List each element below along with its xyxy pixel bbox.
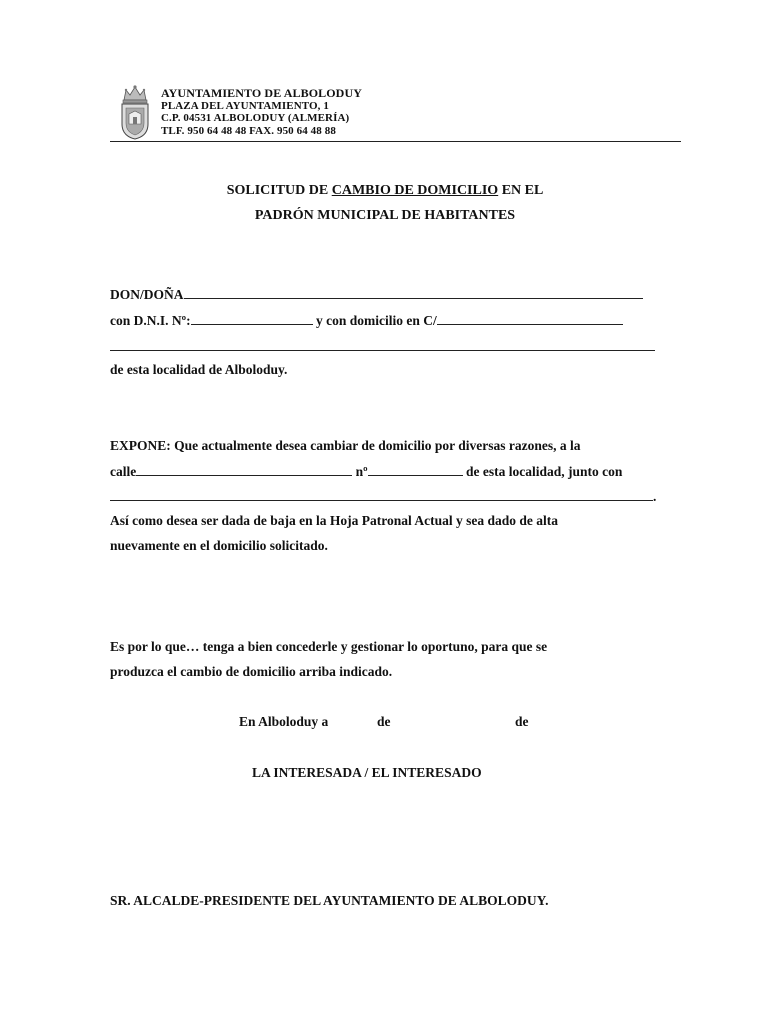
letterhead bbox=[161, 87, 362, 137]
porlo-line2: produzca el cambio de domicilio arriba indicado. bbox=[110, 664, 393, 679]
junto-continuation-line bbox=[110, 488, 656, 505]
dni-field[interactable] bbox=[191, 312, 313, 325]
municipal-crest-icon bbox=[118, 84, 152, 140]
signature-label: LA INTERESADA / EL INTERESADO bbox=[252, 765, 482, 780]
title-part1: SOLICITUD DE bbox=[226, 183, 332, 198]
junto-period: . bbox=[653, 489, 657, 504]
fecha-de-year: de bbox=[515, 714, 529, 729]
fecha-prefix: En Alboloduy a bbox=[239, 714, 329, 729]
dni-label: con D.N.I. Nº: bbox=[110, 313, 191, 328]
new-street-field[interactable] bbox=[136, 463, 352, 476]
companions-field[interactable] bbox=[110, 488, 653, 501]
address-continuation-field[interactable] bbox=[110, 350, 655, 351]
dni-line bbox=[110, 312, 623, 329]
document-title-line2: PADRÓN MUNICIPAL DE HABITANTES bbox=[254, 208, 516, 223]
numero-label: nº bbox=[352, 464, 368, 479]
letterhead-phone: TLF. 950 64 48 48 FAX. 950 64 48 88 bbox=[161, 124, 336, 137]
baja-line1: Así como desea ser dada de baja en la Hoja Patronal Actual y sea dado de alta bbox=[110, 513, 559, 528]
document-title-line1 bbox=[0, 183, 770, 199]
localidad-line: de esta localidad de Alboloduy. bbox=[110, 362, 288, 377]
new-number-field[interactable] bbox=[368, 463, 463, 476]
letterhead-org: AYUNTAMIENTO DE ALBOLODUY bbox=[161, 86, 362, 100]
addressee: SR. ALCALDE-PRESIDENTE DEL AYUNTAMIENTO DE ALBOLODUY. bbox=[110, 893, 549, 908]
letterhead-divider bbox=[110, 141, 681, 142]
street-field[interactable] bbox=[437, 312, 623, 325]
don-line bbox=[110, 286, 643, 303]
calle-line bbox=[110, 463, 622, 480]
don-label: DON/DOÑA bbox=[110, 287, 184, 302]
letterhead-postal: C.P. 04531 ALBOLODUY (ALMERÍA) bbox=[161, 112, 350, 124]
title-underlined: CAMBIO DE DOMICILIO bbox=[331, 183, 499, 198]
expone-line1: EXPONE: Que actualmente desea cambiar de domicilio por diversas razones, a la bbox=[110, 438, 581, 453]
domicilio-label: y con domicilio en C/ bbox=[312, 313, 437, 328]
porlo-line1: Es por lo que… tenga a bien concederle y gestionar lo oportuno, para que se bbox=[110, 639, 548, 654]
letterhead-address: PLAZA DEL AYUNTAMIENTO, 1 bbox=[161, 99, 329, 112]
baja-line2: nuevamente en el domicilio solicitado. bbox=[110, 538, 328, 553]
fecha-de-month: de bbox=[377, 714, 391, 729]
junto-label: de esta localidad, junto con bbox=[462, 464, 623, 479]
calle-label: calle bbox=[110, 464, 137, 479]
name-field[interactable] bbox=[184, 286, 643, 299]
title-part2: EN EL bbox=[498, 183, 544, 198]
